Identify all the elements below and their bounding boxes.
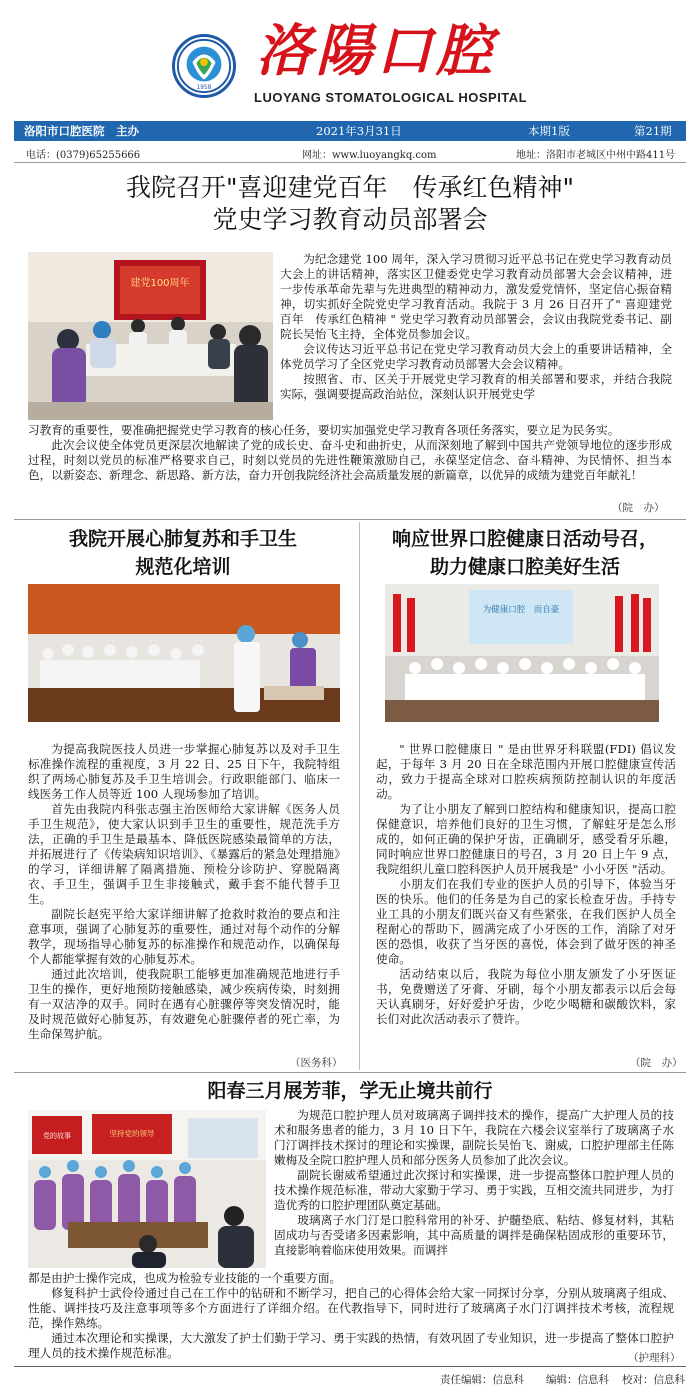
article2-photo <box>28 584 340 722</box>
article1-byline: （院 办） <box>612 502 665 514</box>
photo-sign-left: 党的故事 <box>43 1132 71 1140</box>
photo-sign-right: 坚持党的领导 <box>109 1129 155 1138</box>
article2-body <box>28 742 340 1042</box>
article1-paragraph: 习教育的重要性，要准确把握党史学习教育的核心任务，要切实加强党史学习教育各项任务落实，要立足为民务实。 <box>28 423 620 437</box>
article3-paragraph: 小朋友们在我们专业的医护人员的引导下，体验当牙医的快乐。他们的任务是为自己的家长检查牙齿。手持专业工具的小朋友们既兴奋又有些紧张，在我们医护人员全程耐心的帮助下，圆满完成了小牙医的工作，消除了对牙医的恐惧，收获了当牙医的喜悦，体会到了做牙医的神圣使命。 <box>376 877 676 966</box>
edition: 本期1版 <box>528 124 570 138</box>
article3-paragraph: " 世界口腔健康日 " 是由世界牙科联盟(FDI) 倡议发起，于每年 3 月 20 日在全球范围内开展口腔健康宣传活动，致力于提高全球对口腔疾病预防控制认识的年度活动。 <box>376 742 676 801</box>
article1-paragraph: 为纪念建党 100 周年，深入学习贯彻习近平总书记在党史学习教育动员大会上的讲话精神，落实区卫健委党史学习教育动员部署大会会议精神，进一步传承革命先辈与先进典型的精神动力，激发爱党情怀，坚定信心振奋精神，切实抓好全院党史学习教育活动。我院于 3 月 26 日召开了" 喜迎建党百年 传承红色精神 " 党史学习教育动员部署会，会议由我院党委书记、副院长吴怡飞主持，全体党员参加会议。 <box>280 252 672 341</box>
article3-title-line2: 助力健康口腔美好生活 <box>429 556 620 578</box>
article2-paragraph: 副院长赵宪平给大家详细讲解了抢救时救治的要点和注意事项，强调了心肺复苏的重要性，通过对每个动作的分解教学，现场指导心肺复苏的标准操作和规范动作，以确保每个人都能掌握有效的心肺复苏术。 <box>28 907 340 966</box>
photo-screen-text: 为健康口腔 而自豪 <box>482 605 560 615</box>
divider <box>14 162 686 163</box>
article4-paragraph: 副院长谢威希望通过此次探讨和实操课，进一步提高整体口腔护理人员的技术操作规范标准，带动大家勤于学习、勇于实践，互相交流共同进步，为打造优秀的口腔护理团队奠定基础。 <box>274 1168 674 1212</box>
hospital-logo <box>172 34 236 98</box>
article1-body-full <box>28 423 672 483</box>
article3-photo <box>385 584 659 722</box>
article4-photo <box>28 1110 266 1268</box>
article4-paragraph: 修复科护士武伶伶通过自己在工作中的钻研和不断学习，把自己的心得体会给大家一同探讨分享，分别从玻璃离子组成、性能、调拌技巧及注意事项等多个方面进行了详细介绍。在代教指导下，同时进行了玻璃离子水门汀调拌技术考核，流程规范，操作熟练。 <box>28 1286 674 1330</box>
article4-paragraph: 玻璃离子水门汀是口腔科常用的补牙、护髓垫底、粘结、修复材料，其粘固成功与否受诸多因素影响，其中高质量的调拌是确保粘固成形的重要环节，直接影响着临床使用效果。而调拌 <box>274 1213 674 1257</box>
article3-paragraph: 为了让小朋友了解到口腔结构和健康知识，提高口腔保健意识，培养他们良好的卫生习惯，了解蛀牙是怎么形成的，如何正确的保护牙齿，正确刷牙，感受看牙乐趣，同时响应世界口腔健康日的号召，3 月 20 日上午 9 点，我院组织儿童口腔科医护人员开展我是" 小小牙医 "活动。 <box>376 802 676 876</box>
photo-screen-text: 建党100周年 <box>130 278 190 289</box>
newspaper-subtitle-en: LUOYANG STOMATOLOGICAL HOSPITAL <box>254 90 528 105</box>
issue-date: 2021年3月31日 <box>316 124 402 138</box>
article1-paragraph: 此次会议使全体党员更深层次地解读了党的成长史、奋斗史和曲折史，从而深刻地了解到中国共产党领导地位的逐步形成过程，时刻以党员的标准严格要求自己，时刻以党员的先进性鞭策激励自己，永葆坚定信念、奋斗精神、为民情怀、担当本色，以新姿态、新理念、新思路、新方法，奋力开创我院经济社会高质量发展的新篇章，以优异的成绩为建党百年献礼！ <box>28 438 672 482</box>
contact-line <box>14 146 686 160</box>
proofreader: 校对：信息科 <box>622 1374 685 1386</box>
sponsor: 洛阳市口腔医院 主办 <box>24 124 139 138</box>
article3-paragraph: 活动结束以后，我院为每位小朋友颁发了小牙医证书，免费赠送了牙膏、牙刷，每个小朋友都表示以后会每天认真刷牙，好好爱护牙齿，少吃少喝糖和碳酸饮料，家长们对此次活动表示了赞许。 <box>376 967 676 1026</box>
article2-paragraph: 首先由我院内科张志强主治医师给大家讲解《医务人员手卫生规范》，使大家认识到手卫生的重要性，规范洗手方法，正确的手卫生是最基本、降低医院感染最简单的方法，并拓展进行了《传染病知识培训》、《暴露后的紧急处理措施》的学习，详细讲解了隔离措施、预检分诊防护、穿脱隔离衣、手卫生，强调手卫生非接触式，戴手套不能代替手卫生。 <box>28 802 340 906</box>
article2-paragraph: 通过此次培训，使我院职工能够更加准确规范地进行手卫生的操作，更好地预防接触感染，减少疾病传染，时刻拥有一双洁净的双手。同时在遇有心脏骤停等突发情况时，能及时规范做好心肺复苏，有效避免心脏骤停者的死亡率，为生命保驾护航。 <box>28 967 340 1041</box>
issue-band <box>14 121 686 141</box>
article4-title: 阳春三月展芳菲，学无止境共前行 <box>207 1080 493 1102</box>
article4-body-full <box>28 1271 674 1361</box>
divider <box>14 1072 686 1073</box>
article2-title-line2: 规范化培训 <box>135 556 231 578</box>
editor: 编辑：信息科 <box>546 1374 609 1386</box>
article3-title-line1: 响应世界口腔健康日活动号召， <box>391 528 658 550</box>
article1-paragraph: 按照省、市、区关于开展党史学习教育的相关部署和要求，并结合我院实际，强调要提高政治站位，深刻认识开展党史学 <box>280 372 672 401</box>
article3-body <box>376 742 676 1027</box>
logo-year: 1958 <box>196 85 212 92</box>
divider <box>14 1366 686 1367</box>
article1-body-right <box>280 252 672 402</box>
hospital-logo-icon <box>175 37 233 95</box>
newspaper-title: 洛陽口腔 <box>256 19 496 84</box>
issue-number: 第21期 <box>634 124 672 138</box>
phone: 电话：(0379)65255666 <box>26 150 141 161</box>
column-divider <box>359 522 360 1070</box>
article1-paragraph: 会议传达习近平总书记在党史学习教育动员大会上的重要讲话精神，全体党员学习了全区党史学习教育动员部署大会会议精神。 <box>280 342 672 371</box>
article1-title-line1: 我院召开"喜迎建党百年 传承红色精神" <box>126 173 574 202</box>
article2-title-line1: 我院开展心肺复苏和手卫生 <box>68 528 297 550</box>
article2-byline: （医务科） <box>290 1057 343 1069</box>
article4-paragraph: 都是由护士操作完成，也成为检验专业技能的一个重要方面。 <box>28 1271 342 1285</box>
article1-title-line2: 党史学习教育动员部署会 <box>212 205 488 234</box>
website[interactable]: 网址：www.luoyangkq.com <box>302 150 437 161</box>
article3-byline: （院 办） <box>630 1057 683 1069</box>
article4-paragraph: 通过本次理论和实操课，大大激发了护士们勤于学习、勇于实践的热情，有效巩固了专业知识，进一步提高了整体口腔护理人员的技术操作规范标准。 <box>28 1331 674 1360</box>
article2-paragraph: 为提高我院医技人员进一步掌握心肺复苏以及对手卫生标准操作流程的重视度，3 月 22 日、25 日下午，我院特组织了两场心肺复苏及手卫生培训会。行政职能部门、临床一线医务工作人员等近 100 人现场参加了培训。 <box>28 742 340 801</box>
divider <box>14 519 686 520</box>
chief-editor: 责任编辑：信息科 <box>440 1374 524 1386</box>
address: 地址：洛阳市老城区中州中路411号 <box>516 150 676 161</box>
footer <box>14 1372 686 1386</box>
article4-body-right <box>274 1108 674 1258</box>
article4-paragraph: 为规范口腔护理人员对玻璃离子调拌技术的操作，提高广大护理人员的技术和服务患者的能力，3 月 10 日下午，我院在六楼会议室举行了玻璃离子水门汀调拌技术探讨的理论和实操课，副院长吴怡飞、谢威，口腔护理部主任陈嫩梅及全院口腔护理人员和部分医务人员参加了此次会议。 <box>274 1108 674 1167</box>
article1-photo <box>28 252 273 420</box>
article4-byline: （护理科） <box>628 1352 681 1364</box>
